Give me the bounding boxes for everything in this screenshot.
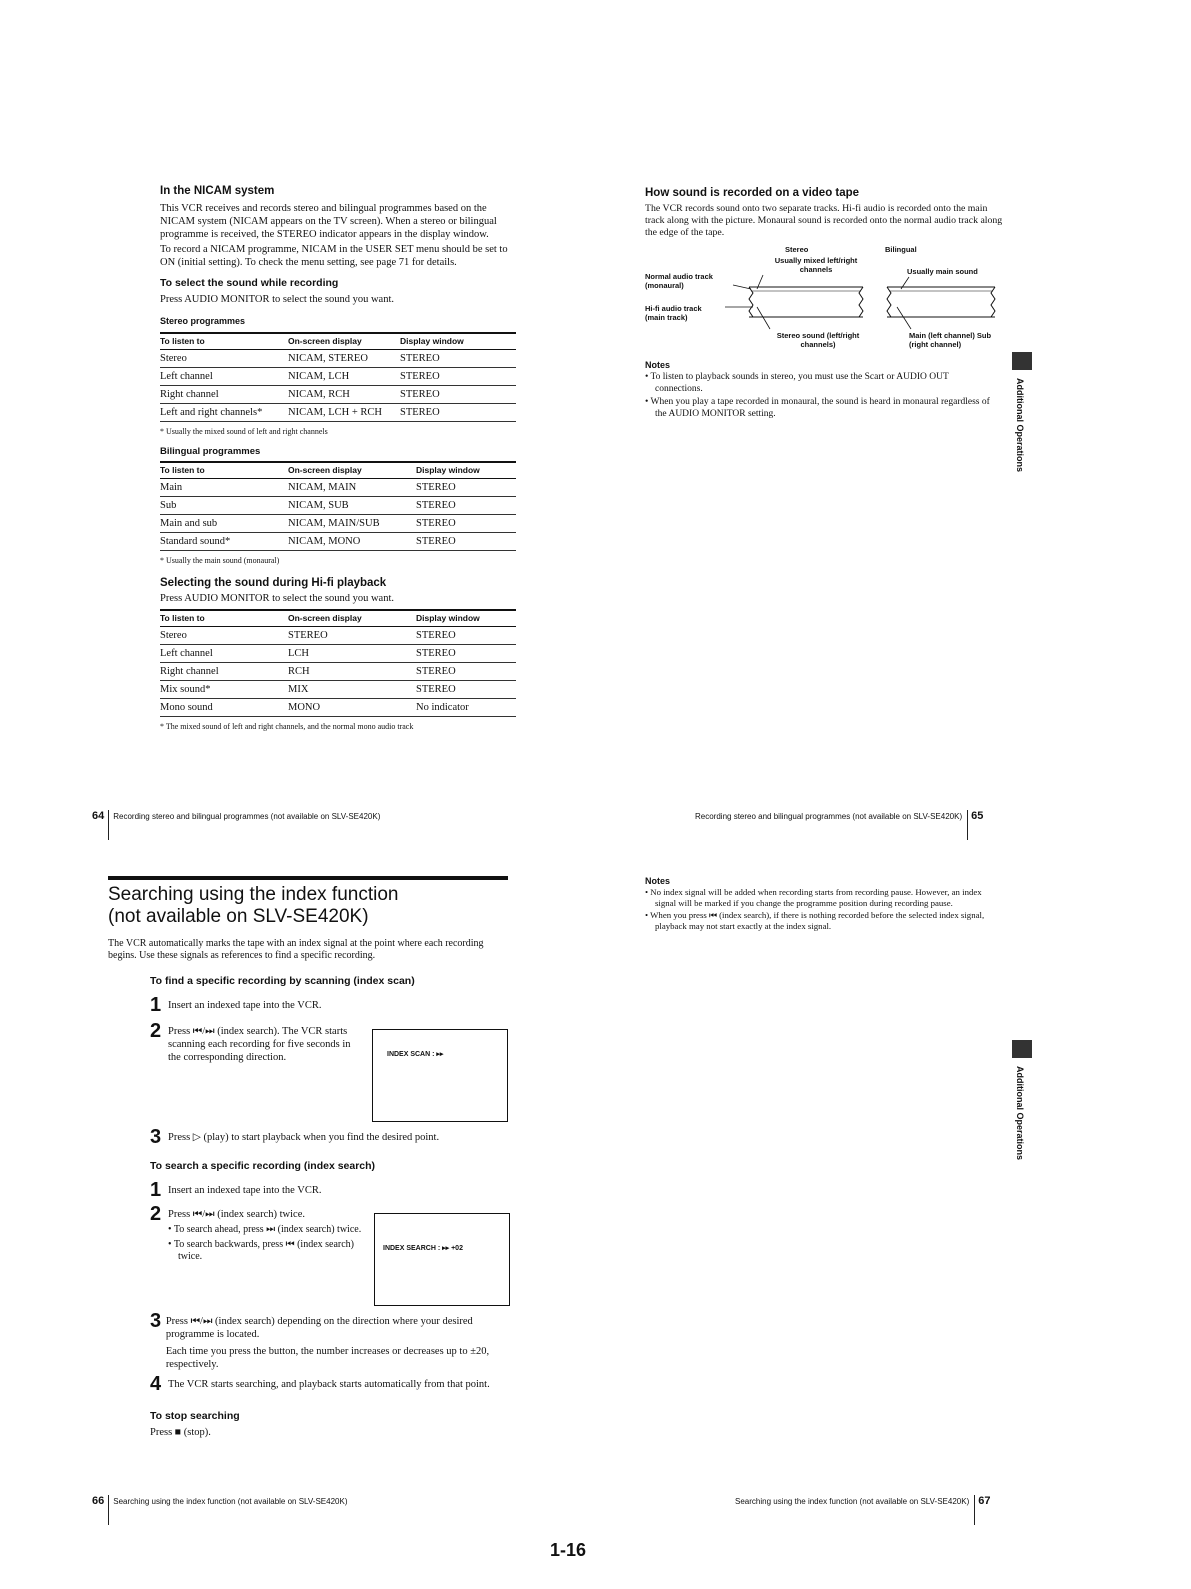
tape-track-diagram [645, 245, 1005, 360]
diagram-usually-mixed: Usually mixed left/right channels [774, 256, 858, 274]
page-66-footer [92, 1495, 347, 1525]
table-cell: Stereo [160, 627, 288, 645]
page-65-footer [695, 810, 983, 840]
side-tab-label: Additional Operations [1015, 1066, 1025, 1161]
table-cell: STEREO [400, 404, 516, 422]
divider [967, 810, 968, 840]
stereo-programmes-heading: Stereo programmes [160, 316, 246, 326]
stop-searching-text: Press ■ (stop). [150, 1427, 211, 1438]
step [150, 1124, 520, 1150]
table-cell: NICAM, MAIN/SUB [288, 515, 416, 533]
diagram-main-sub: Main (left channel) Sub (right channel) [909, 331, 992, 349]
title-line-1: Searching using the index function [108, 884, 399, 905]
table-cell: Main [160, 479, 288, 497]
note-item: • To listen to playback sounds in stereo, you must use the Scart or AUDIO OUT connections. [645, 372, 949, 394]
bilingual-footnote: * Usually the main sound (monaural) [160, 556, 280, 565]
note-text: When you press ⏮ (index search), if there is nothing recorded before the selected index signal, playback may not start exactly at the index signal. [650, 910, 985, 931]
step-body [166, 1315, 520, 1371]
table-row [160, 645, 516, 663]
table-cell: Main and sub [160, 515, 288, 533]
step-number: 4 [150, 1373, 162, 1395]
page-67-footer [735, 1495, 990, 1525]
diagram-stereo-label: Stereo [785, 245, 809, 254]
table-header: On-screen display [288, 333, 400, 350]
footer-text: Searching using the index function (not available on SLV-SE420K) [113, 1497, 348, 1506]
diagram-stereo-sound: Stereo sound (left/right channels) [776, 331, 860, 349]
tape-drawing [645, 245, 1005, 360]
bullet: • To search backwards, press ⏮ (index search) twice. [168, 1239, 354, 1262]
table-row [160, 515, 516, 533]
note-item: • When you play a tape recorded in monaural, the sound is heard in monaural regardless of the AUDIO MONITOR setting. [645, 397, 990, 419]
stereo-footnote: * Usually the mixed sound of left and right channels [160, 427, 328, 436]
side-tab-block [1012, 1040, 1032, 1058]
table-header: To listen to [160, 610, 288, 627]
table-header: To listen to [160, 462, 288, 479]
table-cell: STEREO [416, 515, 516, 533]
page-number: 66 [92, 1495, 105, 1507]
side-tab [1012, 1040, 1032, 1160]
footer-text: Recording stereo and bilingual programmes (not available on SLV-SE420K) [695, 812, 963, 821]
hifi-footnote: * The mixed sound of left and right channels, and the normal mono audio track [160, 722, 414, 731]
divider [108, 810, 109, 840]
index-search-screen [374, 1213, 510, 1306]
table-cell: STEREO [416, 645, 516, 663]
step-number: 1 [150, 1179, 162, 1201]
table-cell: STEREO [288, 627, 416, 645]
step-text: Insert an indexed tape into the VCR. [168, 1185, 322, 1196]
bullet: • To search ahead, press ⏭ (index search) twice. [168, 1224, 362, 1235]
footer-text: Searching using the index function (not available on SLV-SE420K) [735, 1497, 970, 1506]
table-header: To listen to [160, 333, 288, 350]
step-text: Insert an indexed tape into the VCR. [168, 1000, 322, 1011]
page-title [108, 884, 508, 928]
table-cell: Right channel [160, 386, 288, 404]
diagram-hifi-track: Hi-fi audio track (main track) [645, 304, 702, 322]
table-cell: STEREO [400, 386, 516, 404]
table-row [160, 699, 516, 717]
table-cell: Left channel [160, 645, 288, 663]
stop-searching-heading: To stop searching [150, 1410, 240, 1422]
table-header: Display window [400, 333, 516, 350]
table-cell: STEREO [416, 533, 516, 551]
index-scan-heading: To find a specific recording by scanning (index scan) [150, 975, 415, 987]
step-number: 1 [150, 994, 162, 1016]
step [150, 1374, 520, 1394]
side-tab-block [1012, 352, 1032, 370]
note-text: No index signal will be added when recording starts from recording pause. However, an index signal will be marked if you change the programme position during recording pause. [650, 887, 982, 908]
title-line-2: (not available on SLV-SE420K) [108, 906, 369, 927]
table-cell: RCH [288, 663, 416, 681]
diagram-usually-main: Usually main sound [907, 267, 978, 276]
table-row [160, 404, 516, 422]
table-row [160, 497, 516, 515]
step-row [150, 1127, 520, 1147]
note-item: • No index signal will be added when recording starts from recording pause. However, an index signal will be marked if you change the programme position during recording pause. [645, 887, 982, 908]
divider [974, 1495, 975, 1525]
table-cell: Stereo [160, 350, 288, 368]
nicam-intro-2: To record a NICAM programme, NICAM in the USER SET menu should be set to ON (initial setting). To check the menu setting, see page 71 for details. [160, 244, 508, 268]
index-intro: The VCR automatically marks the tape with an index signal at the point where each recording begins. Use these signals as references to find a specific recording. [108, 938, 484, 961]
nicam-heading: In the NICAM system [160, 185, 275, 197]
hifi-heading: Selecting the sound during Hi-fi playback [160, 577, 387, 589]
step-body [168, 1208, 368, 1264]
bullet-text: To search backwards, press ⏮ (index search) twice. [173, 1239, 354, 1262]
page-67-notes [645, 876, 995, 933]
table-cell: MIX [288, 681, 416, 699]
table-cell: Left and right channels* [160, 404, 288, 422]
how-sound-heading: How sound is recorded on a video tape [645, 187, 860, 199]
table-cell: NICAM, MAIN [288, 479, 416, 497]
bilingual-heading: Bilingual programmes [160, 446, 261, 457]
table-row [160, 627, 516, 645]
page-64-footer [92, 810, 380, 840]
step-text: The VCR starts searching, and playback starts automatically from that point. [168, 1379, 490, 1390]
table-cell: STEREO [416, 479, 516, 497]
table-cell: LCH [288, 645, 416, 663]
page-number: 67 [978, 1495, 991, 1507]
step-number: 2 [150, 1203, 162, 1225]
table-header: On-screen display [288, 462, 416, 479]
note-text: When you play a tape recorded in monaural, the sound is heard in monaural regardless of the AUDIO MONITOR setting. [650, 397, 990, 419]
table-header: On-screen display [288, 610, 416, 627]
page-64 [160, 185, 516, 733]
table-cell: NICAM, MONO [288, 533, 416, 551]
side-tab-label: Additional Operations [1015, 378, 1025, 473]
table-cell: No indicator [416, 699, 516, 717]
index-search-steps-cont [150, 1308, 520, 1439]
table-cell: Mix sound* [160, 681, 288, 699]
select-sound-heading: To select the sound while recording [160, 277, 339, 289]
table-cell: STEREO [416, 681, 516, 699]
table-row [160, 663, 516, 681]
side-tab [1012, 352, 1032, 472]
table-cell: STEREO [416, 663, 516, 681]
table-cell: NICAM, STEREO [288, 350, 400, 368]
page-number: 64 [92, 810, 105, 822]
step-text: Press ⏮/⏭ (index search) twice. [168, 1209, 305, 1220]
divider [108, 1495, 109, 1525]
page-65-notes [645, 360, 995, 421]
table-cell: NICAM, SUB [288, 497, 416, 515]
title-rule [108, 876, 508, 880]
page-65 [645, 187, 1005, 239]
screen-text: INDEX SCAN : ▸▸ [387, 1051, 444, 1058]
step-text: Press ▷ (play) to start playback when you find the desired point. [168, 1132, 440, 1143]
table-cell: NICAM, RCH [288, 386, 400, 404]
footer-text: Recording stereo and bilingual programmes (not available on SLV-SE420K) [113, 812, 381, 821]
table-row [160, 350, 516, 368]
step-number: 3 [150, 1310, 162, 1332]
bullet-text: To search ahead, press ⏭ (index search) twice. [173, 1224, 362, 1235]
index-search-heading: To search a specific recording (index search) [150, 1160, 376, 1172]
table-row [160, 479, 516, 497]
screen-text: INDEX SEARCH : ▸▸ +02 [383, 1245, 463, 1252]
nicam-intro-1: This VCR receives and records stereo and bilingual programmes based on the NICAM system (NICAM appears on the TV screen). When a stereo or bilingual programme is received, the STEREO indicator appears in the display window. [160, 203, 497, 240]
table-cell: STEREO [416, 497, 516, 515]
table-cell: STEREO [416, 627, 516, 645]
bilingual-table [160, 461, 516, 551]
page-number: 65 [971, 810, 984, 822]
table-row [160, 681, 516, 699]
step-number: 2 [150, 1020, 162, 1042]
table-cell: STEREO [400, 368, 516, 386]
step-note: Each time you press the button, the number increases or decreases up to ±20, respectively. [165, 1346, 490, 1370]
stereo-table [160, 332, 516, 422]
hifi-table [160, 609, 516, 717]
table-row [160, 368, 516, 386]
sheet-number: 1-16 [550, 1540, 587, 1560]
table-cell: Right channel [160, 663, 288, 681]
table-cell: Standard sound* [160, 533, 288, 551]
table-row [160, 533, 516, 551]
step [150, 995, 510, 1015]
table-row [160, 386, 516, 404]
table-cell: Mono sound [160, 699, 288, 717]
step-text: Press ⏮/⏭ (index search) depending on the direction where your desired programme is located. [165, 1316, 473, 1340]
notes-heading: Notes [645, 876, 671, 886]
how-sound-intro: The VCR records sound onto two separate tracks. Hi-fi audio is recorded onto the main track along with the picture. Monaural sound is recorded onto the normal audio track along the edge of the tape. [645, 203, 1003, 238]
table-header: Display window [416, 462, 516, 479]
table-cell: STEREO [400, 350, 516, 368]
step-number: 3 [150, 1126, 162, 1148]
table-cell: Sub [160, 497, 288, 515]
step [150, 1180, 520, 1200]
hifi-text: Press AUDIO MONITOR to select the sound you want. [160, 593, 394, 604]
step-text: Press ⏮/⏭ (index search). The VCR starts scanning each recording for five seconds in the corresponding direction. [168, 1026, 351, 1063]
note-item: • When you press ⏮ (index search), if there is nothing recorded before the selected index signal, playback may not start exactly at the index signal. [645, 910, 985, 931]
page-66 [108, 884, 508, 962]
select-sound-text: Press AUDIO MONITOR to select the sound you want. [160, 294, 394, 305]
table-cell: Left channel [160, 368, 288, 386]
table-header: Display window [416, 610, 516, 627]
diagram-normal-track: Normal audio track (monaural) [645, 272, 713, 290]
step [150, 1311, 520, 1371]
table-cell: NICAM, LCH [288, 368, 400, 386]
index-scan-screen [372, 1029, 508, 1122]
notes-heading: Notes [645, 360, 671, 370]
table-cell: MONO [288, 699, 416, 717]
note-text: To listen to playback sounds in stereo, you must use the Scart or AUDIO OUT connections. [650, 372, 949, 394]
diagram-bilingual-label: Bilingual [885, 245, 917, 254]
table-cell: NICAM, LCH + RCH [288, 404, 400, 422]
